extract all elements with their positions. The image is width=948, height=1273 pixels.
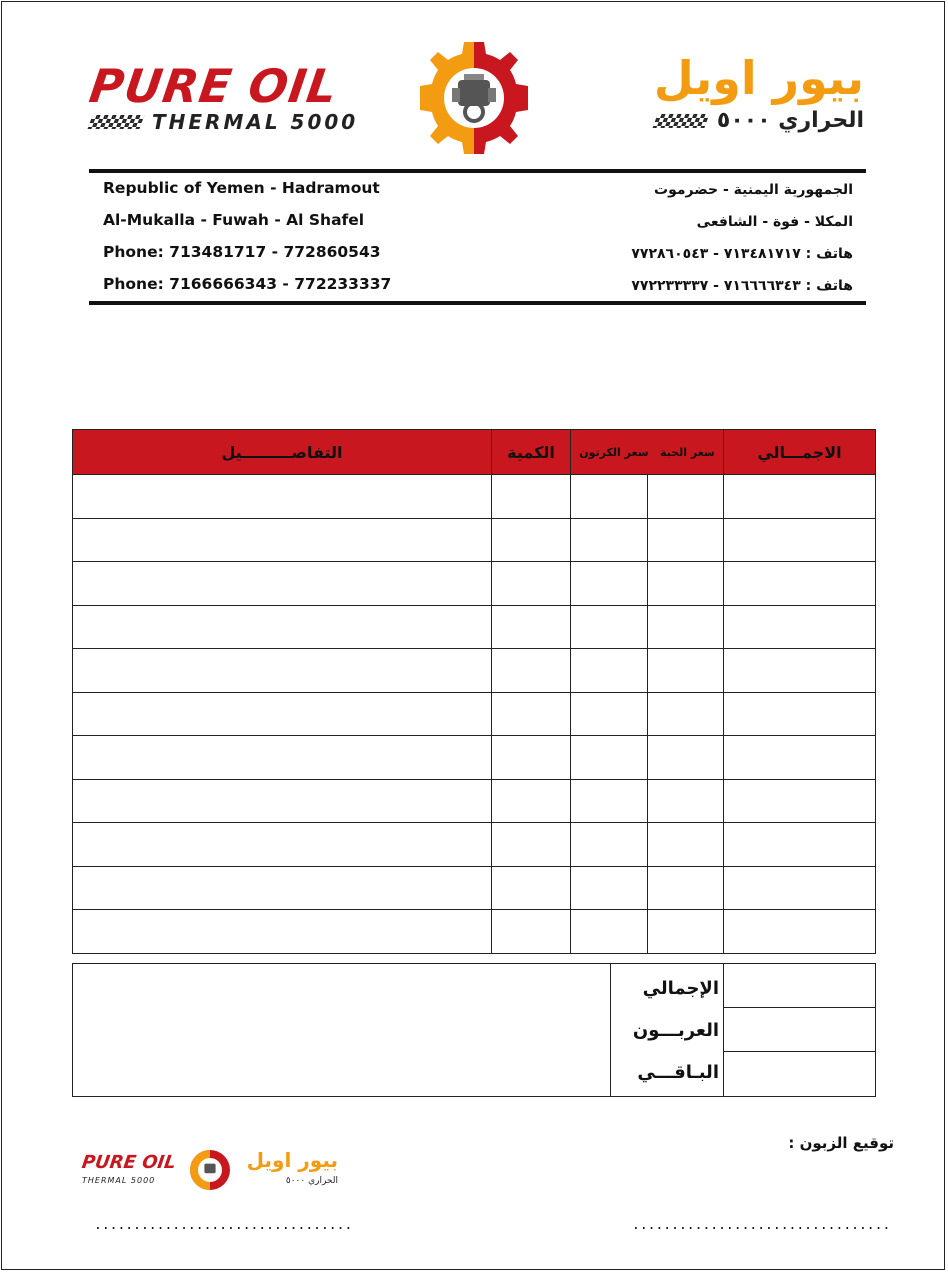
- header-rule-top: [89, 169, 866, 173]
- cell-price-carton: [571, 692, 648, 736]
- summary-deposit-label: العربـــون: [632, 1020, 719, 1041]
- cell-total: [724, 736, 876, 780]
- cell-details: [73, 605, 492, 649]
- contact-en-line: Republic of Yemen - Hadramout: [103, 179, 380, 197]
- invoice-row: [73, 518, 876, 562]
- cell-price-piece: [648, 736, 724, 780]
- cell-total: [724, 823, 876, 867]
- cell-details: [73, 779, 492, 823]
- invoice-row: [73, 779, 876, 823]
- cell-quantity: [492, 475, 571, 519]
- cell-quantity: [492, 736, 571, 780]
- signature-line-left: .................................: [94, 1218, 353, 1233]
- contact-ar-line: المكلا - فوة - الشافعى: [696, 214, 853, 230]
- cell-price-carton: [571, 518, 648, 562]
- cell-quantity: [492, 866, 571, 910]
- cell-quantity: [492, 823, 571, 867]
- footer-brand-ar-sub: الحراري ٥٠٠٠: [285, 1176, 338, 1186]
- contact-en-line: Phone: 713481717 - 772860543: [103, 243, 381, 261]
- invoice-row: [73, 866, 876, 910]
- cell-details: [73, 823, 492, 867]
- cell-price-carton: [571, 779, 648, 823]
- brand-title-en: PURE OIL: [86, 59, 342, 113]
- cell-details: [73, 692, 492, 736]
- cell-total: [724, 518, 876, 562]
- cell-price-piece: [648, 518, 724, 562]
- footer-logo: [82, 1146, 342, 1194]
- header-rule-bottom: [89, 301, 866, 305]
- gear-engine-logo-icon: [404, 40, 544, 156]
- cell-quantity: [492, 605, 571, 649]
- invoice-row: [73, 692, 876, 736]
- cell-price-carton: [571, 736, 648, 780]
- invoice-row: [73, 605, 876, 649]
- contact-ar-line: هاتف : ٧١٣٤٨١٧١٧ - ٧٧٢٨٦٠٥٤٣: [631, 246, 853, 262]
- header-price-carton: سعر الكرتون: [579, 445, 649, 459]
- contact-en-line: Al-Mukalla - Fuwah - Al Shafel: [103, 211, 365, 229]
- cell-details: [73, 649, 492, 693]
- footer-brand-en-sub: THERMAL 5000: [82, 1176, 156, 1185]
- cell-quantity: [492, 649, 571, 693]
- cell-total: [724, 475, 876, 519]
- brand-subtitle-en-text: THERMAL 5000: [152, 110, 359, 134]
- cell-details: [73, 562, 492, 606]
- checker-flag-icon: [87, 115, 144, 129]
- header-total: الاجمـــالي: [724, 430, 876, 475]
- invoice-summary: [72, 963, 876, 1097]
- cell-price-carton: [571, 475, 648, 519]
- signature-line-right: .................................: [632, 1218, 891, 1233]
- cell-total: [724, 562, 876, 606]
- cell-price-piece: [648, 692, 724, 736]
- cell-quantity: [492, 562, 571, 606]
- cell-details: [73, 866, 492, 910]
- summary-divider: [723, 964, 724, 1096]
- footer-gear-icon: [182, 1146, 238, 1194]
- invoice-row: [73, 736, 876, 780]
- invoice-row: [73, 910, 876, 954]
- checker-flag-icon: [652, 114, 709, 128]
- logo-english: [86, 59, 390, 134]
- invoice-header-row: [73, 430, 876, 475]
- cell-details: [73, 910, 492, 954]
- footer-brand-ar: بيور اويل: [246, 1148, 338, 1172]
- cell-price-piece: [648, 649, 724, 693]
- customer-signature-label: توقيع الزبون :: [788, 1134, 894, 1152]
- contact-english: [103, 177, 391, 305]
- cell-price-carton: [571, 910, 648, 954]
- invoice-table: [72, 429, 876, 954]
- cell-total: [724, 910, 876, 954]
- cell-total: [724, 779, 876, 823]
- summary-row-divider: [723, 1051, 875, 1052]
- contact-arabic: [631, 179, 853, 307]
- invoice-row: [73, 823, 876, 867]
- cell-details: [73, 736, 492, 780]
- cell-price-carton: [571, 605, 648, 649]
- brand-subtitle-en: [90, 110, 390, 134]
- cell-total: [724, 605, 876, 649]
- footer-brand-en: PURE OIL: [80, 1152, 178, 1173]
- cell-total: [724, 649, 876, 693]
- summary-remaining-label: البـاقـــي: [637, 1062, 719, 1083]
- invoice-row: [73, 562, 876, 606]
- header-details: التفاصـــــــــيل: [73, 430, 492, 475]
- cell-quantity: [492, 910, 571, 954]
- contact-ar-line: هاتف : ٧١٦٦٦٦٣٤٣ - ٧٧٢٢٣٣٣٣٧: [631, 278, 853, 294]
- contact-en-line: Phone: 7166666343 - 772233337: [103, 275, 392, 293]
- cell-price-piece: [648, 866, 724, 910]
- cell-total: [724, 866, 876, 910]
- logo-arabic: [564, 48, 864, 133]
- cell-quantity: [492, 692, 571, 736]
- cell-details: [73, 518, 492, 562]
- cell-total: [724, 692, 876, 736]
- cell-price-piece: [648, 605, 724, 649]
- summary-labels: [613, 972, 719, 1098]
- brand-subtitle-ar: [564, 108, 864, 133]
- cell-price-carton: [571, 562, 648, 606]
- summary-total-label: الإجمالي: [642, 978, 719, 999]
- cell-price-piece: [648, 779, 724, 823]
- cell-price-piece: [648, 475, 724, 519]
- invoice-row: [73, 475, 876, 519]
- cell-price-carton: [571, 823, 648, 867]
- header-price-piece: سعر الحبة: [660, 445, 715, 459]
- cell-price-piece: [648, 562, 724, 606]
- cell-price-piece: [648, 910, 724, 954]
- cell-price-carton: [571, 866, 648, 910]
- header-prices: [571, 430, 724, 475]
- invoice-row: [73, 649, 876, 693]
- cell-details: [73, 475, 492, 519]
- contact-ar-line: الجمهورية اليمنية - حضرموت: [654, 182, 853, 198]
- summary-divider: [610, 964, 611, 1096]
- header-quantity: الكمية: [492, 430, 571, 475]
- cell-quantity: [492, 518, 571, 562]
- brand-title-ar: بيور اويل: [653, 51, 864, 105]
- cell-quantity: [492, 779, 571, 823]
- brand-subtitle-ar-text: الحراري ٥٠٠٠: [716, 108, 864, 133]
- summary-row-divider: [723, 1007, 875, 1008]
- cell-price-piece: [648, 823, 724, 867]
- cell-price-carton: [571, 649, 648, 693]
